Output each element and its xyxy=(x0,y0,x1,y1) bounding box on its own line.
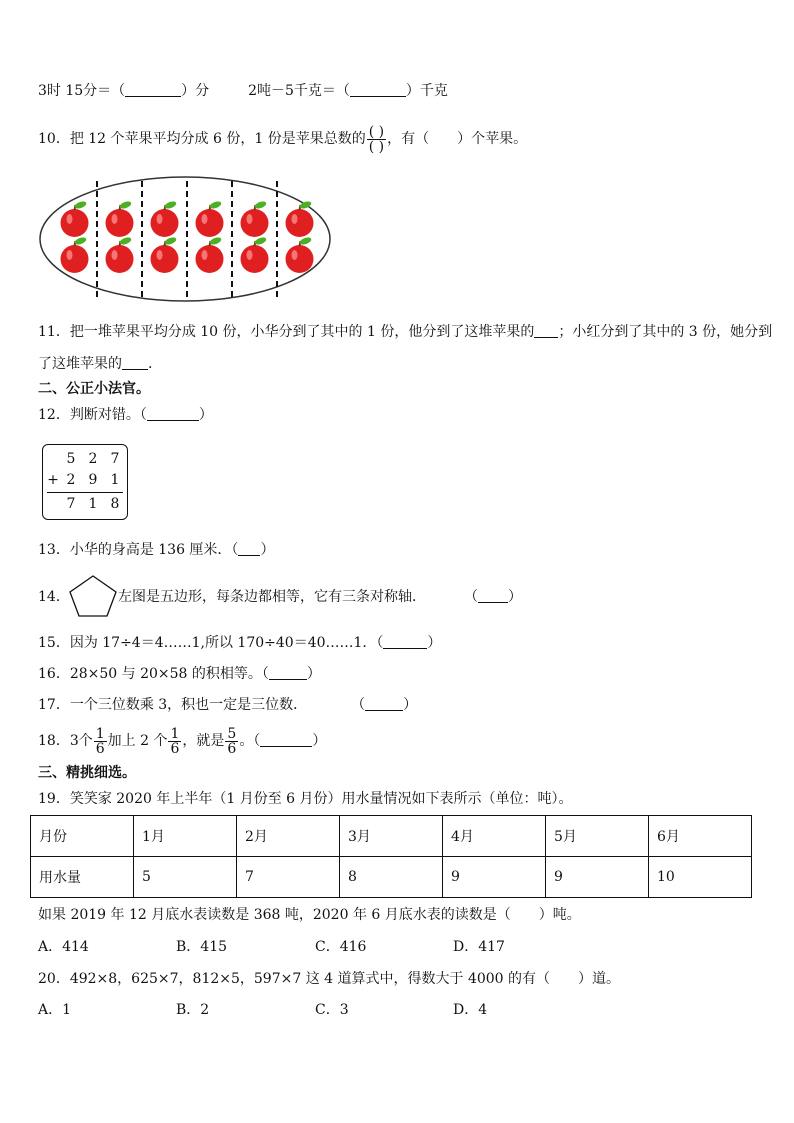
table-cell: 用水量 xyxy=(31,857,134,898)
answer-blank[interactable] xyxy=(365,696,403,711)
question-13: 13．小华的身高是 136 厘米．（ ） xyxy=(38,542,275,558)
addition-row-1: 5 2 7 xyxy=(66,451,120,467)
table-cell: 1月 xyxy=(134,816,237,857)
fraction: $\frac{1}{6}$ xyxy=(95,725,105,757)
table-cell: 月份 xyxy=(31,816,134,857)
addition-row-3: 7 1 8 xyxy=(66,496,120,512)
question-17: 17．一个三位数乘 3，积也一定是三位数． （ ） xyxy=(38,697,418,713)
fraction: $\frac{1}{6}$ xyxy=(170,725,180,757)
table-cell: 6月 xyxy=(649,816,752,857)
answer-blank[interactable] xyxy=(534,323,558,338)
answer-blank[interactable] xyxy=(478,588,508,603)
fraction: $\frac{5}{6}$ xyxy=(227,725,237,757)
table-cell: 7 xyxy=(237,857,340,898)
apple-icon xyxy=(151,200,179,237)
vertical-addition xyxy=(42,444,128,520)
answer-blank[interactable] xyxy=(147,406,199,421)
question-10: 10．把 12 个苹果平均分成 6 份，1 份是苹果总数的 $\frac{( )}{( )}$ ，有（ ）个苹果。 xyxy=(38,123,528,155)
apple-icon xyxy=(106,236,134,273)
table-cell: 4月 xyxy=(443,816,546,857)
question-19-prompt: 如果 2019 年 12 月底水表读数是 368 吨，2020 年 6 月底水表的读数是（ ）吨。 xyxy=(38,907,581,923)
question-11-line2: 了这堆苹果的 . xyxy=(38,356,153,372)
question-16: 16．28×50 与 20×58 的积相等。（ ） xyxy=(38,666,321,682)
option-c[interactable]: C．416 xyxy=(315,939,367,955)
option-d[interactable]: D．417 xyxy=(453,939,505,955)
apple-icon xyxy=(241,236,269,273)
option-a[interactable]: A．414 xyxy=(38,939,89,955)
answer-blank[interactable] xyxy=(125,82,181,97)
water-usage-table xyxy=(30,815,752,898)
table-cell: 9 xyxy=(443,857,546,898)
question-14-text: 左图是五边形，每条边都相等，它有三条对称轴． （ ） xyxy=(118,589,522,605)
pentagon-icon xyxy=(68,574,118,618)
answer-blank[interactable] xyxy=(122,355,148,370)
apple-icon xyxy=(61,200,89,237)
option-c[interactable]: C．3 xyxy=(315,1002,349,1018)
option-b[interactable]: B．2 xyxy=(176,1002,210,1018)
question-11: 11．把一堆苹果平均分成 10 份，小华分到了其中的 1 份，他分到了这堆苹果的 ；小红分到了其中的 3 份，她分到 xyxy=(38,324,773,340)
apple-icon xyxy=(196,236,224,273)
table-cell: 9 xyxy=(546,857,649,898)
option-d[interactable]: D．4 xyxy=(453,1002,488,1018)
table-header-row xyxy=(31,816,752,857)
apple-icon xyxy=(151,236,179,273)
apple-icon xyxy=(286,236,314,273)
table-cell: 3月 xyxy=(340,816,443,857)
apple-icon xyxy=(61,236,89,273)
table-cell: 5月 xyxy=(546,816,649,857)
question-19: 19．笑笑家 2020 年上半年（1 月份至 6 月份）用水量情况如下表所示（单位：吨）。 xyxy=(38,791,573,807)
answer-blank[interactable] xyxy=(238,541,260,556)
apple-icon xyxy=(286,200,314,237)
apple-icon xyxy=(106,200,134,237)
answer-blank[interactable] xyxy=(350,82,406,97)
apple-icon xyxy=(241,200,269,237)
section-heading-3: 三、精挑细选。 xyxy=(38,765,136,781)
table-cell: 8 xyxy=(340,857,443,898)
question-18: 18．3个 $\frac{1}{6}$ 加上 2 个 $\frac{1}{6}$ ，就是 $\frac{5}{6}$ 。（ ） xyxy=(38,725,327,757)
table-cell: 10 xyxy=(649,857,752,898)
question-conversion: 3时 15分＝（ ）分 2吨－5千克＝（ ）千克 xyxy=(38,83,448,99)
answer-blank[interactable] xyxy=(269,665,307,680)
apple-icon xyxy=(196,200,224,237)
answer-blank[interactable] xyxy=(260,732,312,747)
question-12: 12．判断对错。（ ） xyxy=(38,407,213,423)
table-cell: 2月 xyxy=(237,816,340,857)
question-15: 15．因为 17÷4＝4……1,所以 170÷40＝40……1．（ ） xyxy=(38,635,442,651)
addition-line xyxy=(47,492,123,493)
question-14: 14． xyxy=(38,589,70,605)
table-row xyxy=(31,857,752,898)
question-20: 20．492×8，625×7，812×5，597×7 这 4 道算式中，得数大于 4000 的有（ ）道。 xyxy=(38,971,621,987)
addition-row-2: + 2 9 1 xyxy=(47,472,120,488)
answer-blank[interactable] xyxy=(383,634,427,649)
table-cell: 5 xyxy=(134,857,237,898)
section-heading-2: 二、公正小法官。 xyxy=(38,381,150,397)
option-b[interactable]: B．415 xyxy=(176,939,228,955)
apples-illustration xyxy=(38,175,332,303)
option-a[interactable]: A．1 xyxy=(38,1002,72,1018)
fraction: $\frac{( )}{( )}$ xyxy=(368,123,385,155)
